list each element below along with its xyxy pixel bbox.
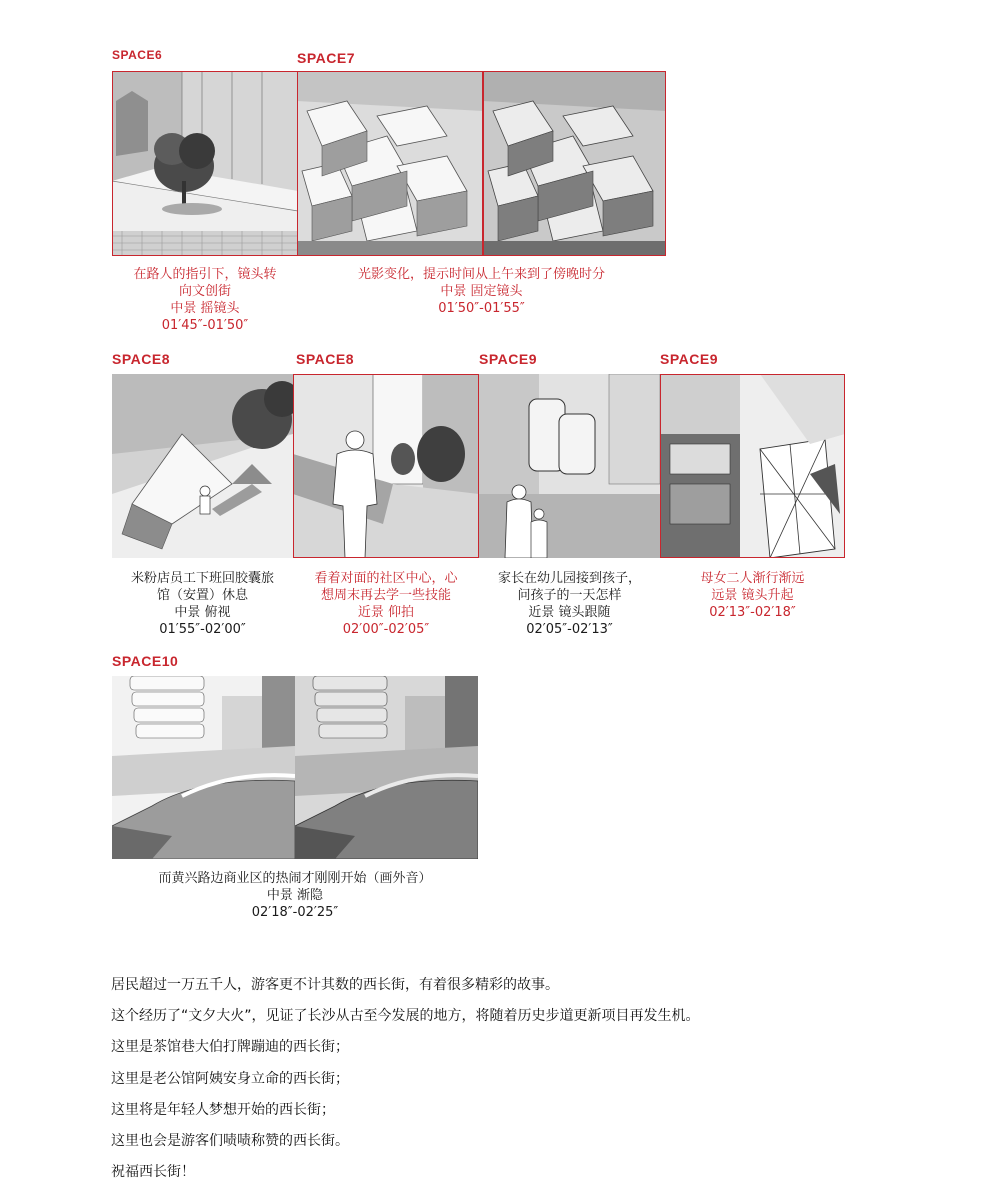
space7-storyboard-image-b [483, 71, 666, 256]
paragraph-2: 这个经历了“文夕大火”，见证了长沙从古至今发展的地方，将随着历史步道更新项目再发生机。 [111, 1008, 700, 1024]
space9-caption-a [479, 570, 660, 638]
space7-storyboard-image-a [297, 71, 483, 256]
space10-caption-line1: 而黄兴路边商业区的热闹才刚刚开始（画外音） [158, 871, 432, 886]
paragraph-1: 居民超过一万五千人，游客更不计其数的西长街，有着很多精彩的故事。 [111, 977, 559, 993]
space6-caption-line4: 01′45″-01′50″ [161, 318, 249, 333]
space9a-caption-line2: 问孩子的一天怎样 [517, 588, 622, 603]
space6-caption [112, 266, 298, 334]
space8a-caption-line2: 馆（安置）休息 [156, 588, 248, 603]
space6-caption-line1: 在路人的指引下，镜头转 [133, 267, 277, 282]
space9a-caption-line3: 近景 镜头跟随 [528, 605, 611, 620]
space7-caption [297, 266, 666, 317]
space9-caption-b [660, 570, 845, 621]
space8a-caption-line1: 米粉店员工下班回胶囊旅 [130, 571, 274, 586]
space8-label-b: SPACE8 [296, 351, 354, 367]
space10-caption [112, 870, 478, 921]
space9-storyboard-image-a [479, 374, 660, 558]
space7-caption-line3: 01′50″-01′55″ [438, 301, 525, 316]
space10-caption-line2: 中景 渐隐 [266, 888, 324, 903]
space9a-caption-line1: 家长在幼儿园接到孩子， [497, 571, 641, 586]
space8a-caption-line4: 01′55″-02′00″ [159, 622, 246, 637]
space8b-caption-line4: 02′00″-02′05″ [342, 622, 430, 637]
space10-storyboard-image-a [112, 676, 295, 859]
paragraph-3: 这里是茶馆巷大伯打牌蹦迪的西长街； [111, 1039, 349, 1055]
space9-label-a: SPACE9 [479, 351, 537, 367]
space7-label: SPACE7 [297, 50, 355, 66]
space9b-caption-line2: 远景 镜头升起 [711, 588, 794, 603]
space6-caption-line3: 中景 摇镜头 [170, 301, 240, 316]
space8-caption-a [112, 570, 293, 638]
space8b-caption-line2: 想周末再去学一些技能 [320, 588, 451, 603]
space9-storyboard-image-b [660, 374, 845, 558]
space6-storyboard-image [112, 71, 298, 256]
space10-caption-line3: 02′18″-02′25″ [251, 905, 339, 920]
space8b-caption-line1: 看着对面的社区中心，心 [314, 571, 458, 586]
space10-storyboard-image-b [295, 676, 478, 859]
paragraph-4: 这里是老公馆阿姨安身立命的西长街； [111, 1071, 349, 1087]
paragraph-5: 这里将是年轻人梦想开始的西长街； [111, 1102, 335, 1118]
space9a-caption-line4: 02′05″-02′13″ [526, 622, 613, 637]
paragraph-6: 这里也会是游客们啧啧称赞的西长街。 [111, 1133, 349, 1149]
space9b-caption-line3: 02′13″-02′18″ [709, 605, 796, 620]
space8-storyboard-image-b [293, 374, 479, 558]
space6-caption-line2: 向文创街 [178, 284, 231, 299]
space8-storyboard-image-a [112, 374, 293, 558]
space8-label-a: SPACE8 [112, 351, 170, 367]
space7-caption-line2: 中景 固定镜头 [440, 284, 523, 299]
space8b-caption-line3: 近景 仰拍 [357, 605, 415, 620]
space7-caption-line1: 光影变化，提示时间从上午来到了傍晚时分 [357, 267, 605, 282]
paragraph-7: 祝福西长街！ [111, 1164, 195, 1180]
space8-caption-b [293, 570, 479, 638]
space8a-caption-line3: 中景 俯视 [174, 605, 231, 620]
space6-label: SPACE6 [112, 48, 163, 62]
space9-label-b: SPACE9 [660, 351, 718, 367]
space9b-caption-line1: 母女二人渐行渐远 [700, 571, 805, 586]
space10-label: SPACE10 [112, 653, 179, 669]
